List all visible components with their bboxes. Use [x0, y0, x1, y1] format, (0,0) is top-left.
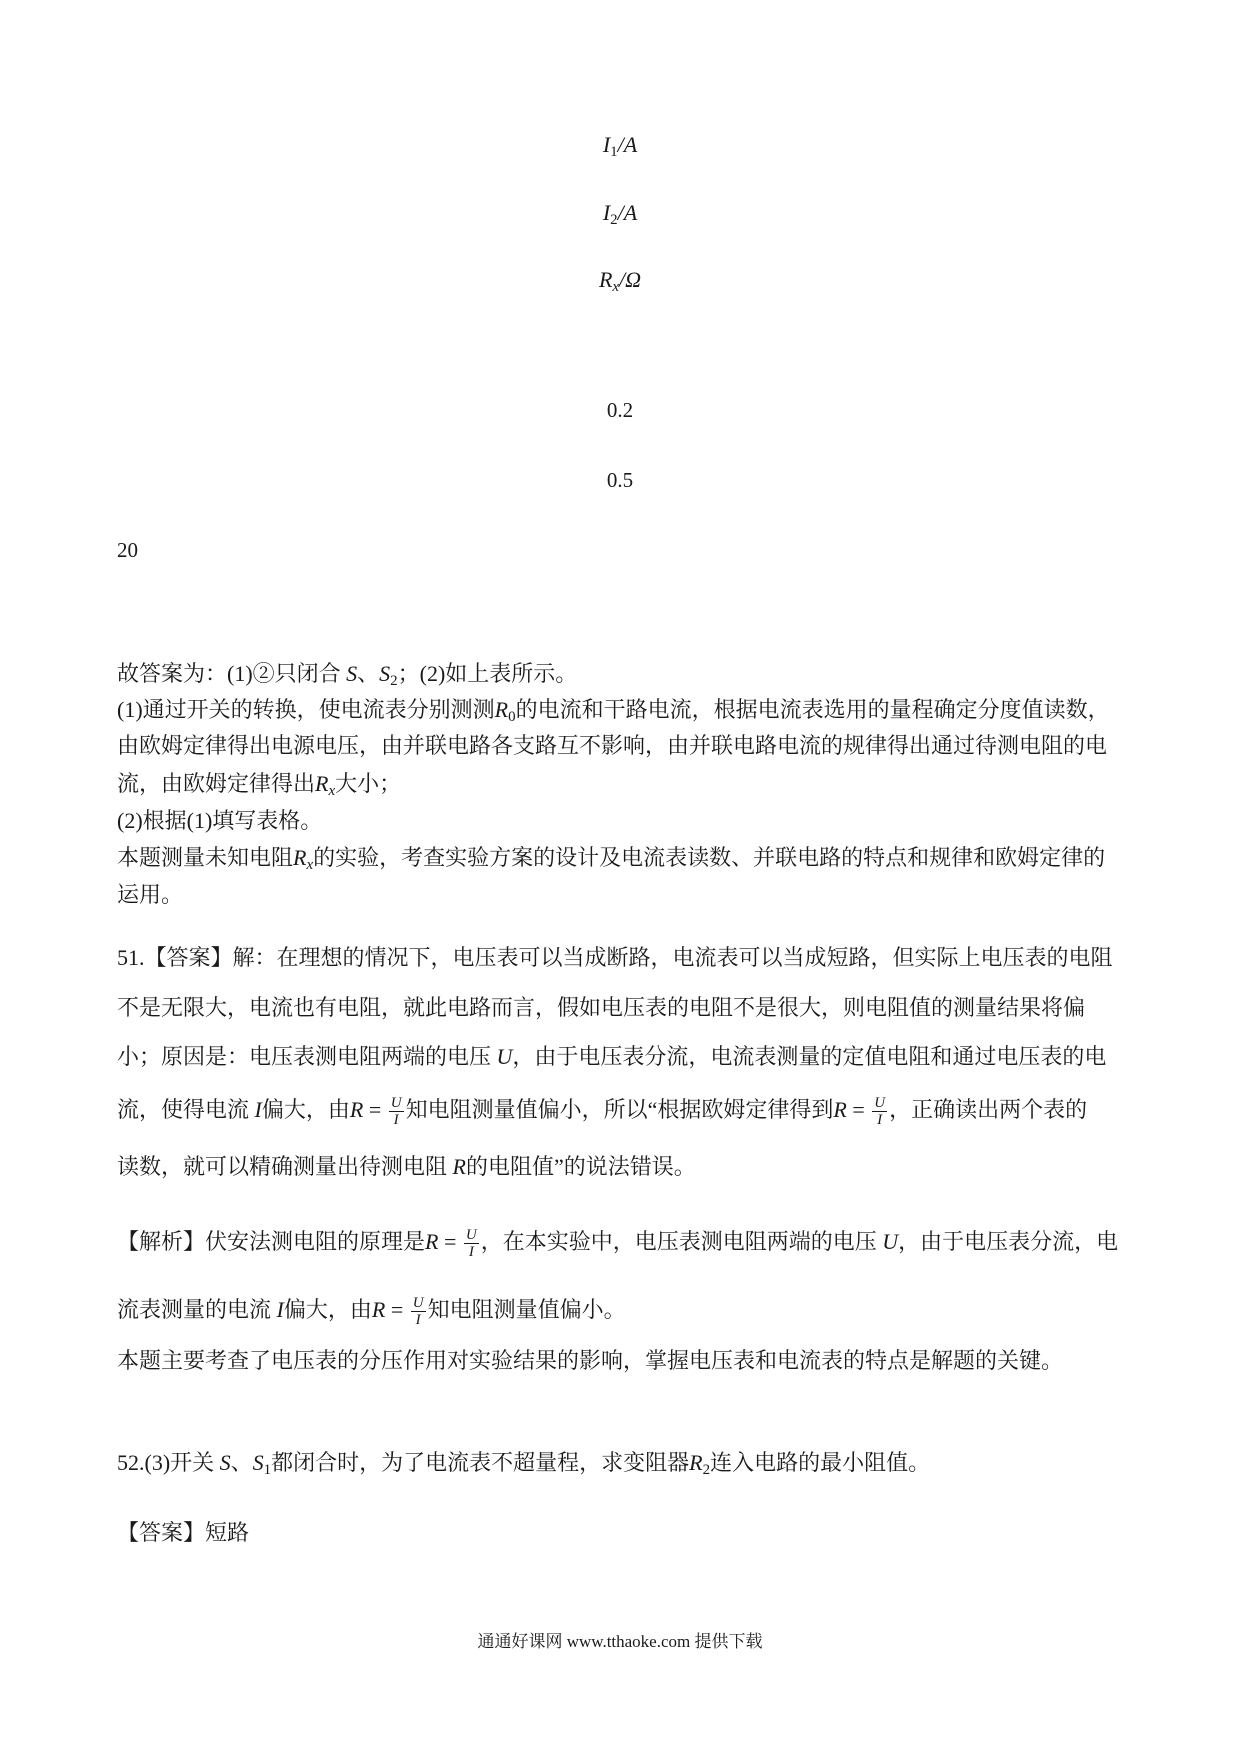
text-run: 52.(3)开关 [117, 1450, 220, 1475]
text-run: 的实验，考查实验方案的设计及电流表读数、并联电路的特点和规律和欧姆定律的 [313, 845, 1106, 870]
math-symbol: I [276, 1297, 284, 1322]
text-run: 流表测量的电流 [117, 1297, 277, 1322]
answer-summary-line [117, 695, 1110, 725]
q51-answer-line [117, 1042, 1106, 1072]
math-variable [277, 1297, 284, 1322]
table-value-cell: 0.2 [606, 398, 634, 422]
q51-analysis-line [117, 1227, 1119, 1261]
text-run: ，在本实验中，电压表测电阻两端的电压 [480, 1229, 883, 1254]
math-symbol: R [598, 267, 613, 292]
math-symbol: I [254, 1097, 262, 1122]
answer-summary-line [117, 769, 401, 799]
math-symbol: S [252, 1450, 264, 1475]
text-run: 【解析】伏安法测电阻的原理是 [117, 1229, 426, 1254]
text-run: 不是无限大，电流也有电阻，就此电路而言，假如电压表的电阻不是很大，则电阻值的测量结果将偏 [117, 995, 1086, 1020]
text-run: 【答案】短路 [117, 1520, 250, 1545]
text-run: 连入电路的最小阻值。 [710, 1450, 931, 1475]
text-run: 流，使得电流 [117, 1097, 255, 1122]
answer-summary-line [117, 806, 322, 836]
text-run: 小；原因是：电压表测电阻两端的电压 [117, 1044, 497, 1069]
answer-summary-line [117, 659, 577, 689]
math-variable [350, 1097, 363, 1122]
text-run: 、 [357, 661, 380, 686]
math-subscript: 2 [610, 212, 618, 229]
unit-suffix: /A [617, 200, 638, 225]
q51-answer-line [117, 943, 1113, 973]
math-subscript: 1 [610, 144, 618, 161]
text-run: ；(2)如上表所示。 [397, 661, 578, 686]
page-footer: 通通好课网 www.tthaoke.com 提供下载 [477, 1632, 763, 1651]
math-variable [315, 771, 336, 800]
math-subscript: 0 [508, 709, 516, 726]
table-value-cell: 20 [117, 538, 138, 562]
math-subscript: 1 [263, 1462, 272, 1479]
fraction-denominator: I [393, 1112, 399, 1129]
table-header-i2 [0, 198, 1240, 228]
text-run: 51.【答案】解：在理想的情况下，电压表可以当成断路，电流表可以当成短路，但实际上电压表的电阻 [117, 945, 1113, 970]
math-variable [372, 1297, 385, 1322]
text-run: 都闭合时，为了电流表不超量程，求变阻器 [271, 1450, 690, 1475]
math-symbol: S [346, 661, 358, 686]
math-symbol: R [349, 1097, 364, 1122]
math-symbol: I [602, 200, 611, 225]
text-run: ，由于电压表分流，电流表测量的定值电阻和通过电压表的电 [512, 1044, 1107, 1069]
math-variable [453, 1154, 466, 1179]
math-variable [293, 845, 314, 874]
math-subscript: 2 [390, 673, 398, 690]
math-symbol: U [882, 1229, 899, 1254]
fraction [389, 1095, 404, 1128]
q51-answer-line [117, 993, 1085, 1023]
math-variable [497, 1044, 513, 1069]
text-run: 偏大，由 [283, 1297, 372, 1322]
math-variable [255, 1097, 262, 1122]
text-run: 运用。 [117, 882, 184, 907]
text-run: 本题主要考查了电压表的分压作用对实验结果的影响，掌握电压表和电流表的特点是解题的关键。 [117, 1348, 1064, 1373]
math-symbol: R [494, 697, 509, 722]
text-run: 读数，就可以精确测量出待测电阻 [117, 1154, 453, 1179]
math-symbol: R [315, 771, 329, 796]
fraction [411, 1295, 426, 1328]
text-run: 故答案为：(1)②只闭合 [117, 661, 347, 686]
math-subscript: 2 [702, 1462, 711, 1479]
q51-analysis-line [117, 1295, 626, 1329]
q51-answer-line [117, 1095, 1088, 1129]
math-variable [252, 1450, 272, 1479]
math-symbol: S [219, 1450, 231, 1475]
math-variable [882, 1229, 898, 1254]
fraction-denominator: I [468, 1244, 474, 1261]
math-variable [689, 1450, 711, 1479]
math-variable [346, 661, 357, 686]
text-run: 知电阻测量值偏小，所以“根据欧姆定律得到 [405, 1097, 834, 1122]
q51-answer-line [117, 1152, 696, 1182]
fraction [872, 1095, 887, 1128]
math-symbol: S [379, 661, 391, 686]
fraction-numerator: U [412, 1295, 424, 1312]
math-symbol: R [425, 1229, 439, 1254]
table-header-rx [0, 265, 1240, 295]
text-run: 、 [230, 1450, 253, 1475]
math-variable [379, 661, 398, 690]
text-run: 偏大，由 [261, 1097, 350, 1122]
math-variable [220, 1450, 231, 1475]
fraction [464, 1227, 479, 1260]
text-run: = [438, 1229, 462, 1254]
fraction-denominator: I [415, 1312, 421, 1329]
math-symbol: R [452, 1154, 466, 1179]
q51-analysis-line [117, 1346, 1063, 1376]
math-subscript: x [328, 783, 336, 800]
math-symbol: I [602, 132, 611, 157]
math-subscript: x [612, 279, 620, 296]
text-run: (1)通过开关的转换，使电流表分别测测 [117, 697, 495, 722]
math-symbol: R [689, 1450, 703, 1475]
text-run: = [363, 1097, 387, 1122]
text-run: 的电流和干路电流，根据电流表选用的量程确定分度值读数， [515, 697, 1110, 722]
text-run: (2)根据(1)填写表格。 [117, 808, 323, 833]
text-run: 知电阻测量值偏小。 [427, 1297, 626, 1322]
answer-summary-line [117, 880, 183, 910]
fraction-denominator: I [877, 1112, 883, 1129]
fraction-numerator: U [465, 1227, 477, 1244]
answer-summary-line [117, 843, 1105, 873]
q52-answer-line [117, 1518, 249, 1548]
text-run: 的电阻值”的说法错误。 [465, 1154, 696, 1179]
math-symbol: U [496, 1044, 513, 1069]
text-run: ，由于电压表分流，电 [898, 1229, 1119, 1254]
math-variable [425, 1229, 438, 1254]
unit-suffix: /Ω [619, 267, 642, 292]
text-run: 大小； [335, 771, 402, 796]
text-run: ，正确读出两个表的 [889, 1097, 1088, 1122]
math-symbol: R [293, 845, 307, 870]
fraction-numerator: U [390, 1095, 402, 1112]
text-run: = [385, 1297, 409, 1322]
math-subscript: x [306, 857, 314, 874]
math-variable [833, 1097, 846, 1122]
fraction-numerator: U [874, 1095, 886, 1112]
answer-summary-line [117, 731, 1107, 761]
text-run: 流，由欧姆定律得出 [117, 771, 316, 796]
unit-suffix: /A [617, 132, 638, 157]
math-symbol: R [371, 1297, 386, 1322]
math-symbol: R [833, 1097, 847, 1122]
text-run: 由欧姆定律得出电源电压，由并联电路各支路互不影响，由并联电路电流的规律得出通过待测电阻的电 [117, 733, 1108, 758]
table-header-i1 [0, 130, 1240, 160]
text-run: 本题测量未知电阻 [117, 845, 294, 870]
table-value-cell: 0.5 [606, 468, 634, 492]
q52-question-line [117, 1448, 930, 1478]
text-run: = [846, 1097, 871, 1122]
math-variable [494, 697, 516, 726]
